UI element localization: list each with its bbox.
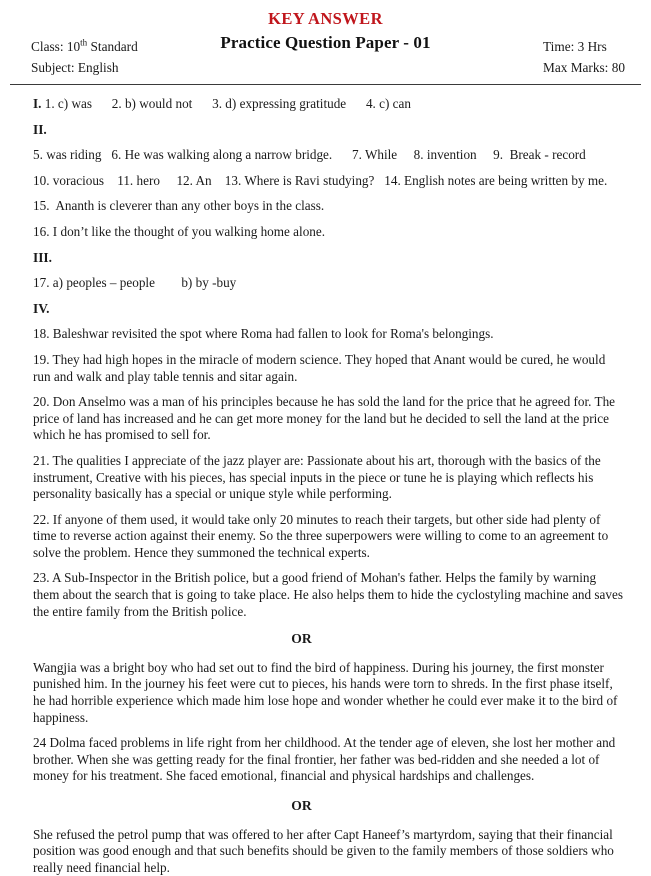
answer-paragraph-22: 22. If anyone of them used, it would take only 20 minutes to reach their targets, but other side had plenty of time to reverse action against their enemy. So the three superpowers were willing to come to an agreement to solve the problem. Hence they summoned the technical experts. (33, 511, 609, 560)
max-marks-line: Max Marks: 80 (543, 60, 625, 75)
answer-paragraph-wangjia: Wangjia was a bright boy who had set out to find the bird of happiness. During his journey, the first monster punished him. In the journey his feet were cut to pieces, his hands were torn to shreds. In the first phase itself, he had horrible experience which made him lose hope and wonder whether he could ever make it to the bird of happiness. (33, 659, 618, 725)
answer-paragraph-19: 19. They had high hopes in the miracle of modern science. They hoped that Anant would be cured, he would run and walk and play table tennis and sitar again. (33, 351, 606, 384)
page-title: Practice Question Paper - 01 (220, 33, 431, 52)
section-four-label: IV. (33, 300, 50, 316)
document-body (33, 92, 625, 876)
answer-paragraph-18: 18. Baleshwar revisited the spot where Roma had fallen to look for Roma's belongings. (33, 326, 494, 342)
answer-5-to-9: 5. was riding 6. He was walking along a narrow bridge. 7. While 8. invention 9. Break - record (33, 147, 586, 163)
answer-paragraph-21: 21. The qualities I appreciate of the jazz player are: Passionate about his art, thorough with the basics of the instrument, Creative with his pieces, has special inputs in the piece or tune he is playing which reflects his personality basically has a special or unique style while performing. (33, 452, 601, 502)
answer-16: 16. I don’t like the thought of you walking home alone. (33, 223, 326, 239)
time-line: Time: 3 Hrs (543, 39, 607, 54)
or-separator-second: OR (291, 798, 312, 813)
header-divider (10, 84, 641, 85)
document-header (0, 0, 651, 76)
section-two-label: II. (33, 121, 47, 137)
answer-1-to-4: 1. c) was 2. b) would not 3. d) expressing gratitude 4. c) can (44, 96, 411, 111)
answer-paragraph-20: 20. Don Anselmo was a man of his principles because he has sold the land for the price that he agreed for. The price of land has increased and he can get more money for the land but he decided to sell the land at the price which he has promised to sell for. (33, 394, 616, 443)
header-left-meta (31, 36, 138, 78)
section-one-answers (33, 96, 625, 113)
key-answer-heading: KEY ANSWER (268, 9, 383, 28)
class-prefix: Class: 10 (31, 39, 81, 54)
class-line (31, 36, 138, 57)
answer-17: 17. a) peoples – people b) by -buy (33, 275, 237, 291)
header-right-meta (543, 36, 625, 78)
section-one-label: I. (33, 96, 42, 111)
class-ordinal-suffix: th (80, 37, 88, 48)
answer-10-to-14: 10. voracious 11. hero 12. An 13. Where is Ravi studying? 14. English notes are being written by me. (33, 172, 608, 188)
answer-paragraph-23: 23. A Sub-Inspector in the British police, but a good friend of Mohan's father. Helps the family by warning them about the search that is going to take place. He also helps them to hide the cyclostyling machine and saves the entire family from the British police. (33, 570, 623, 619)
answer-paragraph-24: 24 Dolma faced problems in life right from her childhood. At the tender age of eleven, she lost her mother and brother. When she was getting ready for the final frontier, her father was bed-ridden and she needed a lot of money for his treatment. She faced emotional, financial and physical hardships and challenges. (33, 735, 616, 784)
section-three-label: III. (33, 249, 52, 265)
answer-15: 15. Ananth is cleverer than any other boys in the class. (33, 198, 325, 214)
class-suffix: Standard (87, 39, 138, 54)
subject-line: Subject: English (31, 60, 119, 75)
or-separator-first: OR (291, 631, 312, 647)
answer-paragraph-final: She refused the petrol pump that was offered to her after Capt Haneef’s martyrdom, saying that their financial position was good enough and that such benefits should be given to the family members of those soldiers who really need financial help. (33, 826, 614, 875)
